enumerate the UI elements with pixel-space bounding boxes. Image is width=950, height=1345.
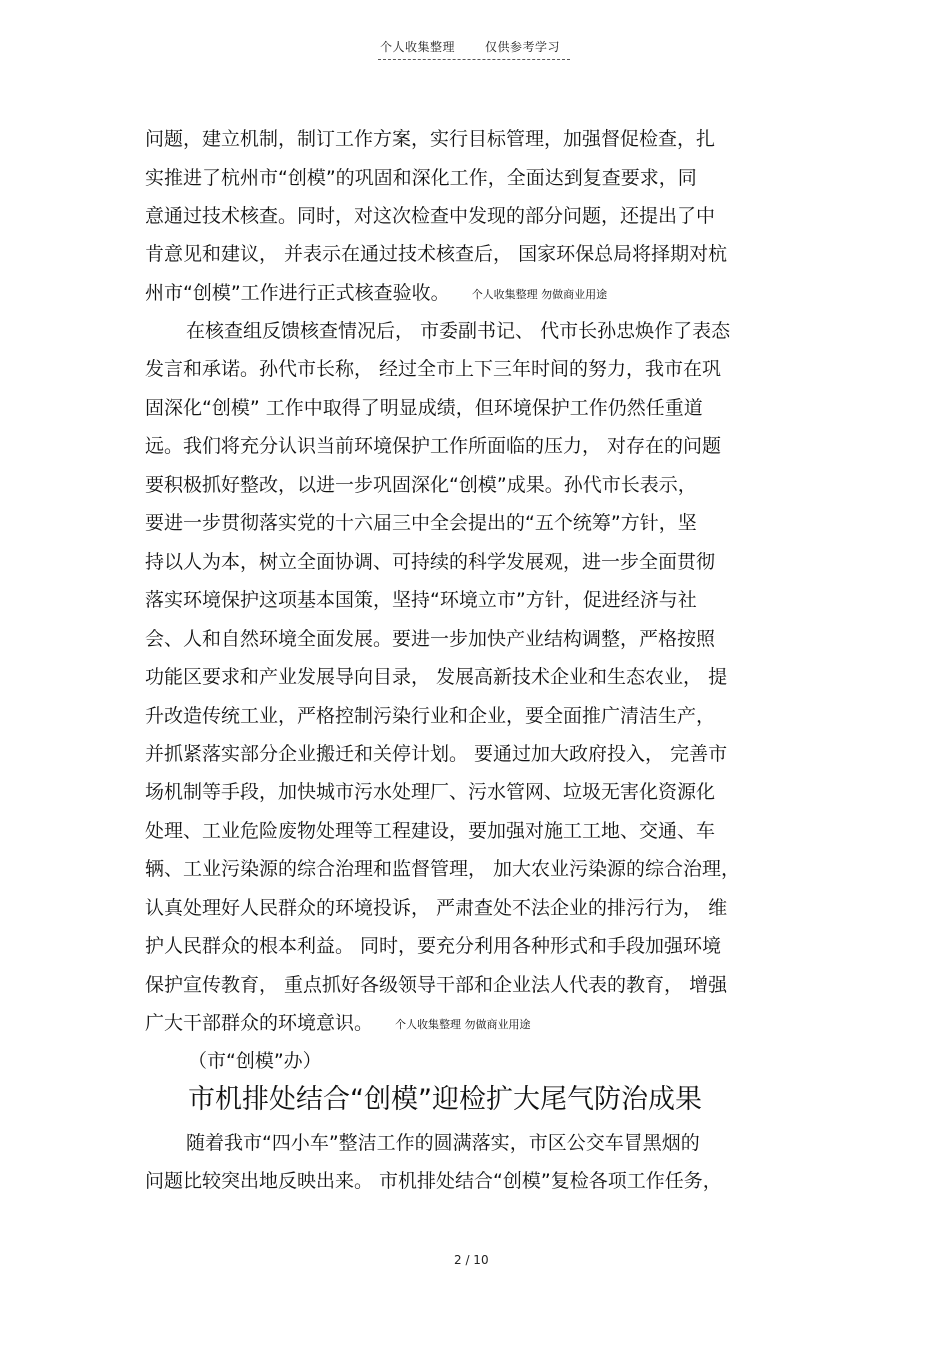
page-number: 2 / 10 <box>454 1253 489 1267</box>
body-line: 处理、工业危险废物处理等工程建设，要加强对施工工地、交通、车 <box>145 820 716 842</box>
header-rule <box>378 59 570 60</box>
body-line: 护人民群众的根本利益。 同时，要充分利用各种形式和手段加强环境 <box>145 935 722 957</box>
body-line: 意通过技术核查。同时，对这次检查中发现的部分问题，还提出了中 <box>145 205 716 227</box>
watermark-note: 个人收集整理 勿做商业用途 <box>471 288 608 301</box>
header-right-text: 仅供参考学习 <box>485 40 561 54</box>
body-line: 固深化“创模” 工作中取得了明显成绩，但环境保护工作仍然任重道 <box>145 397 703 419</box>
article-title: 市机排处结合“创模”迎检扩大尾气防治成果 <box>188 1084 702 1115</box>
body-line-indented: 在核查组反馈核查情况后， 市委副书记、 代市长孙忠焕作了表态 <box>186 320 731 342</box>
body-line: 发言和承诺。孙代市长称， 经过全市上下三年时间的努力，我市在巩 <box>145 358 722 380</box>
body-line: 认真处理好人民群众的环境投诉， 严肃查处不法企业的排污行为， 维 <box>145 897 728 919</box>
body-line: 持以人为本，树立全面协调、可持续的科学发展观，进一步全面贯彻 <box>145 551 716 573</box>
body-line: 实推进了杭州市“创模”的巩固和深化工作，全面达到复查要求，同 <box>145 167 697 189</box>
body-line: 升改造传统工业，严格控制污染行业和企业，要全面推广清洁生产， <box>145 705 716 727</box>
body-line: 问题比较突出地反映出来。 市机排处结合“创模”复检各项工作任务， <box>145 1170 722 1192</box>
header-left-text: 个人收集整理 <box>380 40 456 54</box>
body-line: 保护宣传教育， 重点抓好各级领导干部和企业法人代表的教育， 增强 <box>145 974 728 996</box>
body-line: 问题，建立机制，制订工作方案，实行目标管理，加强督促检查，扎 <box>145 128 716 150</box>
body-line: 辆、工业污染源的综合治理和监督管理， 加大农业污染源的综合治理， <box>145 858 741 880</box>
body-line: 场机制等手段，加快城市污水处理厂、污水管网、垃圾无害化资源化 <box>145 781 716 803</box>
body-line: 要进一步贯彻落实党的十六届三中全会提出的“五个统筹”方针，坚 <box>145 512 697 534</box>
body-line-indented: 随着我市“四小车”整洁工作的圆满落实，市区公交车冒黑烟的 <box>186 1132 700 1154</box>
body-line: 并抓紧落实部分企业搬迁和关停计划。 要通过加大政府投入， 完善市 <box>145 743 728 765</box>
body-line: 肯意见和建议， 并表示在通过技术核查后， 国家环保总局将择期对杭 <box>145 243 728 265</box>
body-line-last <box>145 1011 531 1037</box>
body-line: 落实环境保护这项基本国策，坚持“环境立市”方针，促进经济与社 <box>145 589 697 611</box>
body-line: 功能区要求和产业发展导向目录， 发展高新技术企业和生态农业， 提 <box>145 666 728 688</box>
page-header <box>380 38 560 55</box>
body-line-last <box>145 281 607 307</box>
body-line: 要积极抓好整改，以进一步巩固深化“创模”成果。孙代市长表示， <box>145 474 697 496</box>
body-line: 会、人和自然环境全面发展。要进一步加快产业结构调整，严格按照 <box>145 628 716 650</box>
watermark-note: 个人收集整理 勿做商业用途 <box>395 1018 531 1031</box>
body-line-text: 广大干部群众的环境意识。 <box>145 1012 374 1034</box>
body-line: 远。我们将充分认识当前环境保护工作所面临的压力， 对存在的问题 <box>145 435 722 457</box>
body-line-text: 州市“创模”工作进行正式核查验收。 <box>145 282 450 304</box>
signature-line: （市“创模”办） <box>188 1050 322 1072</box>
